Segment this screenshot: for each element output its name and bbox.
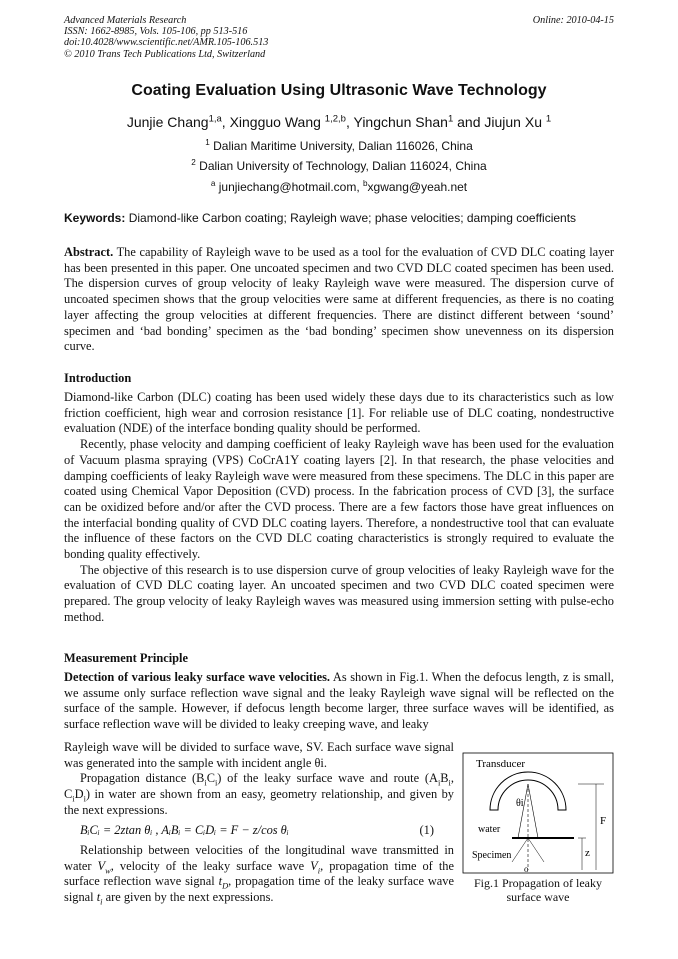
label-z: z	[585, 847, 590, 859]
paper-title: Coating Evaluation Using Ultrasonic Wave Technology	[131, 82, 547, 99]
figure-1	[462, 752, 614, 879]
issn-line: ISSN: 1662-8985, Vols. 105-106, pp 513-516	[64, 26, 248, 38]
keywords-text: Diamond-like Carbon coating; Rayleigh wave; phase velocities; damping coefficients	[125, 211, 577, 225]
journal-name: Advanced Materials Research	[64, 15, 187, 26]
label-specimen: Specimen	[472, 850, 512, 861]
label-theta: θi	[516, 798, 524, 809]
author-affil-mark: 1	[447, 113, 454, 125]
ray-left	[518, 784, 528, 838]
abstract-label: Abstract.	[64, 245, 114, 259]
affil-text: Dalian University of Technology, Dalian 116024, China	[195, 159, 487, 173]
author-list	[0, 114, 678, 130]
abstract-text: The capability of Rayleigh wave to be used as a tool for the evaluation of CVD DLC coating layer has been presented in this paper. One uncoated specimen and two CVD DLC coated specimen has been used. The dispersion curves of group velocity of leaky Rayleigh wave were measured. The dispersion curve of uncoated specimen shows that the group velocities were same at different frequencies, as there is no coating layer affecting the group velocities at different frequencies. There are distinct different between ‘sound’ specimen and ‘bad bonding’ specimen as the ‘bad bonding’ specimen show unevenness on its dispersion curve.	[64, 245, 614, 354]
paragraph-text: As shown in Fig.1. When the defocus length, z is small, we assume only surface reflection wave signal and the leaky Rayleigh wave signal will be reflected on the surface of the sample. However, if defocus length become larger, three surface waves will be identified, as surface reflection wave will be divided to leaky creeping wave, and leaky	[64, 670, 614, 732]
email-mark: b	[363, 179, 368, 188]
email-mark: a	[210, 179, 216, 188]
subsection-lead: Detection of various leaky surface wave velocities.	[64, 670, 331, 684]
paragraph: Recently, phase velocity and damping coefficient of leaky Rayleigh wave has been used for the evaluation of Vacuum plasma spraying (VPS) CoCrA1Y coating layers [2]. In that research, the phase velocities and damping coefficients of leaky Rayleigh wave were measured from these specimens. The DLC in this paper are coated using Chemical Vapor Deposition (CVD) process. In the fabrication process of CVD [3], the surface can be oxidized before and/or after the CVD process. There are a few factors those have great influences on the interfacial bonding quality of CVD DLC coating layers. Therefore, a nondestructive tool that can evaluate the influence of these factors on the CVD DLC coating characteristics is strongly required to evaluate the bonding quality effectively.	[64, 437, 614, 562]
label-transducer: Transducer	[476, 758, 526, 770]
section-heading-measurement: Measurement Principle	[64, 651, 188, 665]
affil-mark: 2	[191, 158, 196, 167]
measurement-body-full	[64, 670, 614, 733]
publication-info	[64, 15, 268, 60]
affiliation-2	[0, 159, 678, 173]
email-link[interactable]: xgwang@yeah.net	[367, 180, 468, 194]
measurement-body-narrow	[64, 740, 454, 819]
paragraph: Relationship between velocities of the longitudinal wave transmitted in water $V_w$, velocity of the leaky surface wave $V_i$, propagation time of the surface reflection wave signal $t_D$, propagation time of the leaky surface wave signal $t_i$ are given by the next expressions.	[64, 843, 454, 907]
focus-ray	[512, 838, 528, 862]
author-emails	[0, 180, 678, 194]
author-affil-mark: 1,a	[208, 113, 222, 125]
author-name: Junjie Chang	[126, 114, 209, 130]
keywords	[64, 211, 624, 225]
author-name: , Yingchun Shan	[345, 114, 448, 130]
author-affil-mark: 1	[545, 113, 552, 125]
figure-caption: Fig.1 Propagation of leaky surface wave	[474, 876, 602, 904]
ray-right	[528, 784, 538, 838]
label-water: water	[478, 824, 501, 835]
keywords-label: Keywords:	[64, 211, 126, 225]
section-heading-introduction: Introduction	[64, 371, 132, 385]
introduction-body	[64, 390, 614, 626]
author-affil-mark: 1,2,b	[324, 113, 346, 125]
focus-ray	[528, 838, 544, 862]
label-o: o	[524, 864, 529, 874]
equation-text: BᵢCᵢ = 2ztan θᵢ , AᵢBᵢ = CᵢDᵢ = F − z/cos θᵢ	[80, 823, 289, 837]
paragraph: Propagation distance $(B_iC_i)$ of the leaky surface wave and route ($A_iB_i$, $C_iD_i$) in water are shown from an easy, geometry relationship, and given by the next expressions.	[64, 771, 454, 817]
online-date: Online: 2010-04-15	[532, 15, 614, 26]
measurement-body-after-eq	[64, 843, 454, 906]
paragraph: The objective of this research is to use dispersion curve of group velocities of leaky Rayleigh wave for the evaluation of CVD DLC coating layer. An uncoated specimen and two CVD DLC coated specimen were prepared. The group velocity of leaky Rayleigh waves was measured using immersion setting with pulse-echo method.	[64, 562, 614, 624]
doi-link[interactable]: doi:10.4028/www.scientific.net/AMR.105-106.513	[64, 37, 269, 49]
abstract	[64, 245, 614, 355]
transducer-diagram	[462, 752, 614, 874]
author-name: , Xingguo Wang	[221, 114, 325, 130]
equation-number: (1)	[419, 823, 434, 837]
affil-mark: 1	[205, 138, 210, 147]
paragraph: Diamond-like Carbon (DLC) coating has been used widely these days due to its characteristics such as low friction coefficient, high wear and corrosion resistance [1]. For reliable use of DLC coating, nondestructive evaluation (NDE) of the interface bonding quality should be performed.	[64, 390, 614, 436]
email-link[interactable]: junjiechang@hotmail.com,	[215, 180, 363, 194]
paragraph: Rayleigh wave will be divided to surface wave, SV. Each surface wave signal was generated into the sample with incident angle θi.	[64, 740, 454, 770]
affil-text: Dalian Maritime University, Dalian 116026, China	[209, 139, 473, 153]
copyright-line: © 2010 Trans Tech Publications Ltd, Switzerland	[64, 48, 266, 60]
label-F: F	[600, 815, 607, 827]
author-name: and Jiujun Xu	[453, 114, 546, 130]
affiliation-1	[0, 139, 678, 153]
equation-1	[80, 823, 434, 838]
